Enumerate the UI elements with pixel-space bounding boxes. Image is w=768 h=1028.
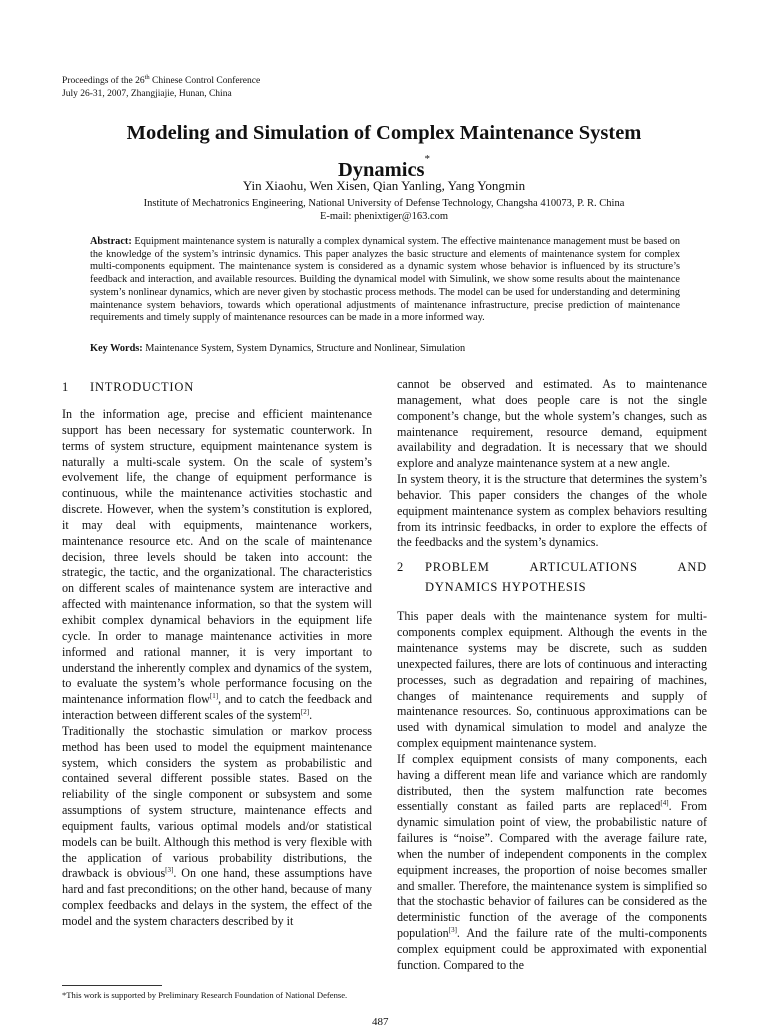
page-number: 487 — [372, 1016, 389, 1028]
paragraph: In system theory, it is the structure that determines the system’s behavior. This paper considers the changes of the whole equipment maintenance system as complex behaviors resulting from its intrinsic feedbacks, in order to explore the effects of the feedbacks and the system’s dynamics. — [397, 472, 707, 550]
affiliation-block — [40, 197, 728, 223]
paragraph: In the information age, precise and efficient maintenance support has been necessary for systematic counterwork. In terms of system structure, equipment maintenance system is naturally a multi-scale system. On the scale of system’s evolvement life, the change of equipment performance is continuous, while the maintenance activities stochastic and discrete. However, when the system’s constitution is explored, it may deal with equipments, maintenance workers, maintenance resource etc. And on the scale of maintenance decision, three levels should be taken into account: the strategic, the tactic, and the organizational. The characteristics on different scales of maintenance system are interactive and affected with maintenance information, so that the system will exhibit complex dynamical behaviors in the equipment life cycle. In order to manage maintenance activities in more informed and rational manner, it is very important to understand the inherently complex and dynamics of the system, to evaluate the system’s whole performance focusing on the maintenance information flow[1], and to catch the feedback and interaction between different scales of the system[2]. — [62, 407, 373, 723]
citation: [1] — [209, 692, 219, 701]
left-column — [62, 377, 372, 930]
footnote: *This work is supported by Preliminary Research Foundation of National Defense. — [62, 990, 348, 1000]
footnote-rule — [62, 985, 162, 986]
section-heading-problem-line2: DYNAMICS HYPOTHESIS — [425, 580, 587, 595]
authors: Yin Xiaohu, Wen Xisen, Qian Yanling, Yang Yongmin — [242, 178, 526, 193]
section-heading-problem: 2 PROBLEM ARTICULATIONS AND — [397, 560, 707, 575]
affiliation: Institute of Mechatronics Engineering, National University of Defense Technology, Changsha 410073, P. R. China — [143, 198, 625, 209]
abstract: Abstract: Equipment maintenance system is naturally a complex dynamical system. The effective maintenance management must be based on the knowledge of the system’s intrinsic dynamics. This paper analyzes the basic structure and elements of maintenance system for complex multi-components equipment. The maintenance system is considered as a dynamic system whose behavior is influenced by its structure’s feedback and interaction, and available resources. Building the dynamical model with Simulink, we show some results about the maintenance system’s nonlinear dynamics, which are never given by stochastic process methods. The model can be used for understanding and determining maintenance system behaviors, towards which operational adjustments of maintenance infrastructure, precise prediction of maintenance requirements and timely supply of maintenance resources can be made in a more informed way. — [90, 236, 680, 324]
email: E-mail: phenixtiger@163.com — [319, 211, 449, 222]
paper-title: Modeling and Simulation of Complex Maintenance System Dynamics* — [126, 122, 642, 181]
keywords: Key Words: Maintenance System, System Dynamics, Structure and Nonlinear, Simulation — [90, 343, 466, 354]
paragraph: Traditionally the stochastic simulation or markov process method has been used to model the equipment maintenance system, which considers the system as probabilistic and contained several different possible states. Based on the reliability of the single component or subsystem and some assumptions of system structure, maintenance effects and equipment faults, various optimal models and/or statistical models can be built. Although this method is very flexible with the application of various probability distributions, the drawback is obvious[3]. On one hand, these assumptions have hard and fast preconditions; on the other hand, because of many complex feedbacks and delays in the system, the effect of the model and the system characters described by it — [62, 723, 372, 928]
conference-line-2: July 26-31, 2007, Zhangjiajie, Hunan, China — [62, 88, 232, 99]
citation: [3] — [448, 926, 457, 935]
citation: [4] — [660, 799, 669, 808]
citation: [2] — [300, 708, 310, 716]
right-column — [397, 377, 707, 974]
conference-line-1: Proceedings of the 26th Chinese Control Conference — [62, 74, 261, 87]
citation: [3] — [165, 866, 174, 875]
paragraph: If complex equipment consists of many components, each having a different mean life and variance which are randomly distributed, then the system malfunction rate becomes essentially constant as failed parts are replaced[4]. From dynamic simulation point of view, the probabilistic nature of failures is “noise”. Compared with the average failure rate, when the number of independent components in the complex equipment increases, the proportion of noise becomes smaller and smaller. Therefore, the maintenance system is simplified so that the stochastic behavior of failures can be considered as the deterministic function of the average of the components population[3]. And the failure rate of the multi-components complex equipment could be approximated with exponential function. Compared to the — [397, 751, 707, 972]
conference-header — [62, 72, 260, 100]
title-footnote-mark: * — [424, 153, 431, 165]
paragraph: cannot be observed and estimated. As to maintenance management, what does people care is not the single component’s change, but the whole system’s changes, such as maintenance requirement, resource demand, equipment availability and degradation. It is necessary that we should explore and analyze maintenance system at a new angle. — [397, 377, 707, 471]
section-heading-introduction: 1 INTRODUCTION — [62, 380, 195, 394]
paragraph: This paper deals with the maintenance system for multi-components complex equipment. Although the events in the maintenance systems may be discrete, such as sudden unexpected failures, there are lots of continuous and interacting processes, such as degradation and repairing of machines, changes of maintenance requirements and supply of maintenance resources. So, continuous approximations can be used with dynamical simulation to model and analyze the complex equipment maintenance system. — [397, 609, 707, 751]
